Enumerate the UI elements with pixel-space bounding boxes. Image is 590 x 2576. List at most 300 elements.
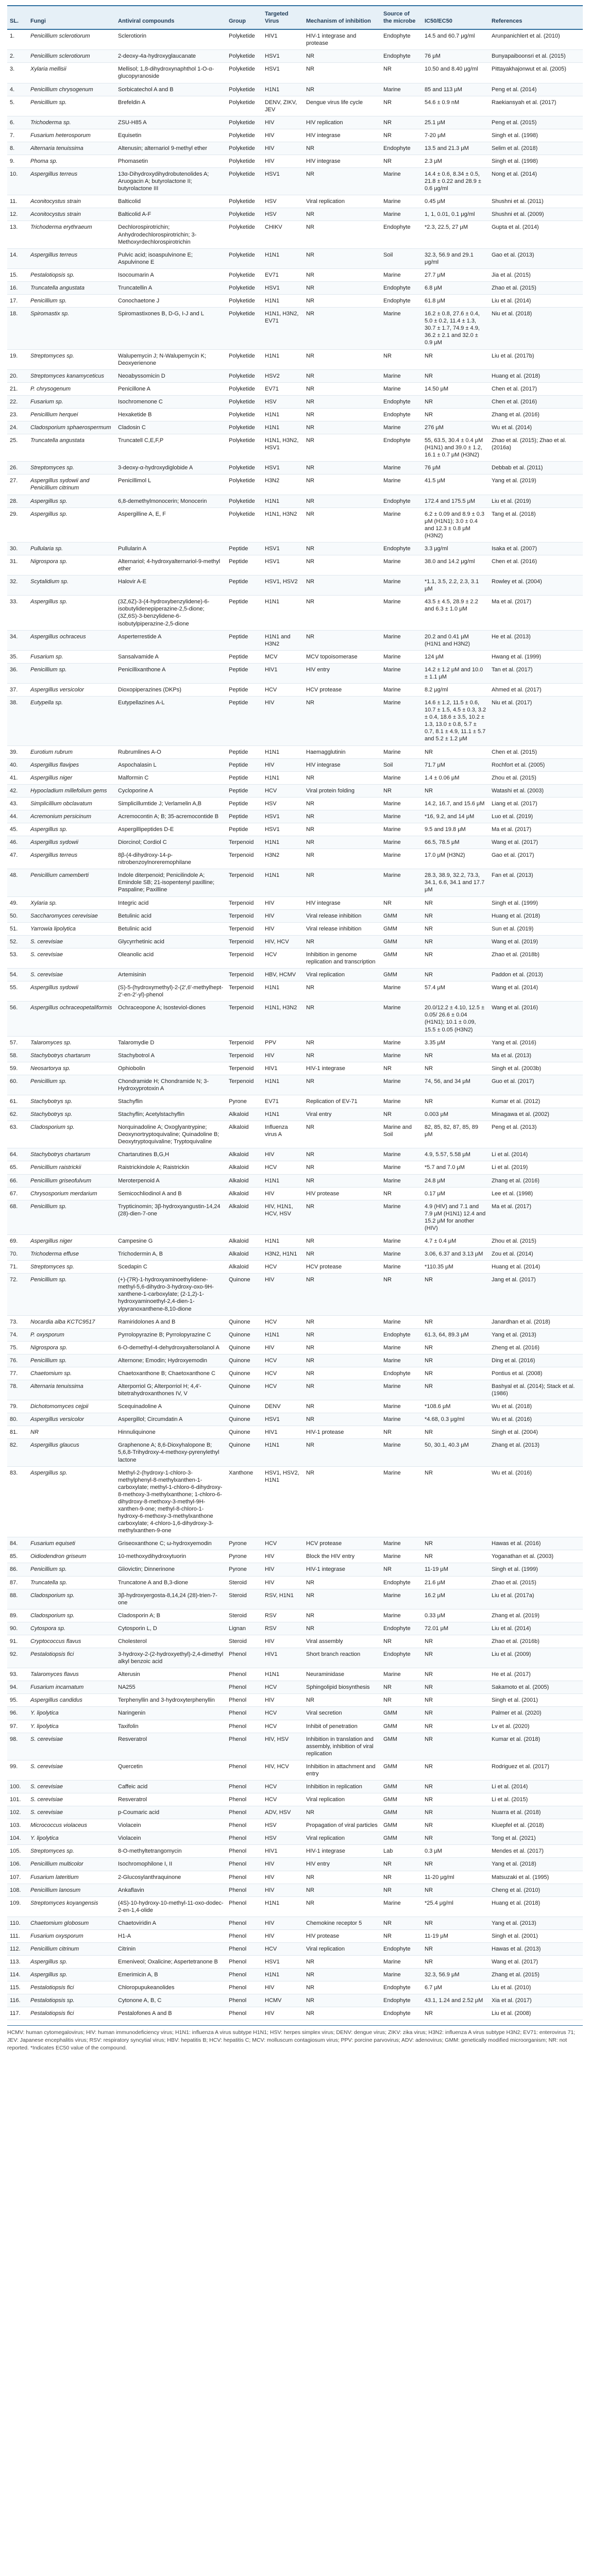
cell-ic50: 16.2 μM <box>422 1589 489 1609</box>
cell-compounds: Sansalvamide A <box>115 650 226 663</box>
table-row <box>7 1062 583 1075</box>
cell-source: NR <box>381 1917 422 1929</box>
cell-references: Minagawa et al. (2002) <box>489 1108 583 1121</box>
cell-source: Endophyte <box>381 1622 422 1635</box>
cell-group: Polyketide <box>226 195 262 208</box>
cell-source: Endophyte <box>381 1648 422 1668</box>
table-row <box>7 630 583 650</box>
cell-group: Terpenoid <box>226 948 262 968</box>
cell-group: Polyketide <box>226 268 262 281</box>
cell-source: NR <box>381 1884 422 1896</box>
cell-mechanism: NR <box>304 1341 381 1354</box>
cell-sl: 12. <box>7 208 28 221</box>
cell-ic50: 4.7 ± 0.4 μM <box>422 1234 489 1247</box>
cell-source: GMM <box>381 922 422 935</box>
table-row <box>7 810 583 823</box>
cell-group: Polyketide <box>226 50 262 63</box>
cell-virus: HSV1 <box>262 281 304 294</box>
cell-sl: 110. <box>7 1917 28 1929</box>
cell-source: Marine <box>381 663 422 683</box>
cell-virus: H1N1 <box>262 1439 304 1466</box>
cell-ic50: 14.5 and 60.7 μg/ml <box>422 29 489 50</box>
cell-mechanism: NR <box>304 1274 381 1315</box>
cell-references: Jang et al. (2017) <box>489 1274 583 1315</box>
cell-group: Terpenoid <box>226 896 262 909</box>
cell-references: Hwang et al. (1999) <box>489 650 583 663</box>
cell-references: Selim et al. (2018) <box>489 142 583 155</box>
cell-sl: 87. <box>7 1576 28 1589</box>
table-row <box>7 1075 583 1095</box>
cell-fungi: Xylaria sp. <box>28 896 115 909</box>
cell-source: Marine <box>381 650 422 663</box>
cell-fungi: S. cerevisiae <box>28 969 115 981</box>
table-row <box>7 1819 583 1832</box>
cell-compounds: Indole diterpenoid; Penicilindole A; Emindole SB; 21-isopentenyl paxilline; Paspaline; Paxilline <box>115 869 226 896</box>
cell-sl: 82. <box>7 1439 28 1466</box>
cell-references: Yang et al. (2018) <box>489 1858 583 1871</box>
cell-fungi: Micrococcus violaceus <box>28 1819 115 1832</box>
table-header <box>7 6 583 29</box>
cell-fungi: Pestalotiopsis sp. <box>28 268 115 281</box>
cell-source: Marine <box>381 369 422 382</box>
cell-references: Luo et al. (2019) <box>489 810 583 823</box>
cell-group: Steroid <box>226 1589 262 1609</box>
cell-compounds: (3Z,6Z)-3-(4-hydroxybenzylidene)-6-isobutylidenepiperazine-2,5-dione; (3Z,6S)-3-benzylidene-6-isobutylpiperazine-2,5-dione <box>115 596 226 630</box>
cell-fungi: Penicillium raistrickii <box>28 1161 115 1174</box>
cell-references: Wang et al. (2017) <box>489 1956 583 1969</box>
cell-references: Mendes et al. (2017) <box>489 1845 583 1858</box>
table-row <box>7 1466 583 1537</box>
table-row <box>7 462 583 474</box>
cell-sl: 60. <box>7 1075 28 1095</box>
cell-sl: 7. <box>7 129 28 142</box>
cell-references: Rowley et al. (2004) <box>489 575 583 596</box>
cell-compounds: Chartarutines B,G,H <box>115 1148 226 1161</box>
cell-source: GMM <box>381 1733 422 1760</box>
table-row <box>7 836 583 849</box>
cell-virus: HSV1 <box>262 810 304 823</box>
cell-sl: 88. <box>7 1589 28 1609</box>
table-row <box>7 1845 583 1858</box>
cell-fungi: Aspergillus ochraceus <box>28 630 115 650</box>
cell-ic50: 3.3 μg/ml <box>422 542 489 555</box>
table-row <box>7 1563 583 1576</box>
cell-mechanism: NR <box>304 349 381 369</box>
cell-compounds: Eutypellazines A-L <box>115 697 226 745</box>
cell-ic50: NR <box>422 948 489 968</box>
cell-ic50: NR <box>422 1884 489 1896</box>
cell-mechanism: HIV integrase <box>304 896 381 909</box>
cell-fungi: S. cerevisiae <box>28 948 115 968</box>
cell-group: Phenol <box>226 1832 262 1845</box>
cell-mechanism: Neuraminidase <box>304 1668 381 1681</box>
table-row <box>7 1426 583 1439</box>
cell-mechanism: Inhibition in attachment and entry <box>304 1760 381 1780</box>
cell-ic50: 28.3, 38.9, 32.2, 73.3, 34.1, 6.6, 34.1 and 17.7 μM <box>422 869 489 896</box>
cell-group: Peptide <box>226 784 262 797</box>
cell-source: NR <box>381 1929 422 1942</box>
cell-virus: HCV <box>262 684 304 697</box>
cell-compounds: 2-Glucosylanthraquinone <box>115 1871 226 1884</box>
cell-ic50: NR <box>422 1707 489 1720</box>
cell-source: Marine <box>381 797 422 810</box>
cell-virus: DENV <box>262 1400 304 1413</box>
cell-fungi: Aspergillus sp. <box>28 1956 115 1969</box>
cell-ic50: NR <box>422 1780 489 1793</box>
cell-compounds: Brefeldin A <box>115 96 226 116</box>
cell-virus: EV71 <box>262 382 304 395</box>
cell-source: Lab <box>381 1845 422 1858</box>
cell-virus: HCV <box>262 1681 304 1694</box>
table-row <box>7 142 583 155</box>
cell-ic50: NR <box>422 1806 489 1819</box>
cell-fungi: Dichotomomyces cejpii <box>28 1400 115 1413</box>
cell-mechanism: HIV replication <box>304 116 381 129</box>
cell-compounds: Cytosporin L, D <box>115 1622 226 1635</box>
cell-references: Zhang et al. (2013) <box>489 1439 583 1466</box>
cell-mechanism: HCV protease <box>304 1261 381 1274</box>
cell-fungi: Aspergillus niger <box>28 1234 115 1247</box>
cell-sl: 86. <box>7 1563 28 1576</box>
cell-references: Debbab et al. (2011) <box>489 462 583 474</box>
cell-ic50: 11-19 μM <box>422 1563 489 1576</box>
cell-compounds: Spiromastixones B, D-G, I-J and L <box>115 308 226 349</box>
cell-compounds: Truncatone A and B,3-dione <box>115 1576 226 1589</box>
table-row <box>7 281 583 294</box>
cell-fungi: Cladosporium sp. <box>28 1121 115 1148</box>
cell-group: Polyketide <box>226 408 262 421</box>
cell-group: Phenol <box>226 1942 262 1955</box>
table-row <box>7 823 583 836</box>
cell-source: Marine <box>381 771 422 784</box>
cell-compounds: Ankaflavin <box>115 1884 226 1896</box>
table-row <box>7 116 583 129</box>
cell-ic50: 8.2 μg/ml <box>422 684 489 697</box>
header-sl: SL. <box>7 6 28 29</box>
table-row <box>7 1622 583 1635</box>
cell-virus: HCV <box>262 1315 304 1328</box>
cell-ic50: 0.003 μM <box>422 1108 489 1121</box>
cell-source: NR <box>381 1694 422 1707</box>
cell-sl: 64. <box>7 1148 28 1161</box>
cell-virus: HSV <box>262 395 304 408</box>
cell-compounds: Acremocontin A; B; 35-acremocontide B <box>115 810 226 823</box>
cell-references: Wang et al. (2017) <box>489 836 583 849</box>
cell-mechanism: Inhibition in translation and assembly, inhibition of viral replication <box>304 1733 381 1760</box>
cell-source: Endophyte <box>381 495 422 507</box>
table-row <box>7 758 583 771</box>
cell-source: NR <box>381 784 422 797</box>
cell-references: Lee et al. (1998) <box>489 1187 583 1200</box>
cell-source: NR <box>381 1858 422 1871</box>
cell-fungi: Streptomyces sp. <box>28 1261 115 1274</box>
cell-virus: H1N1 <box>262 248 304 268</box>
cell-compounds: Citrinin <box>115 1942 226 1955</box>
cell-sl: 95. <box>7 1694 28 1707</box>
cell-ic50: 32.3, 56.9 μM <box>422 1969 489 1981</box>
antiviral-compounds-table <box>7 5 583 2020</box>
cell-ic50: 71.7 μM <box>422 758 489 771</box>
cell-virus: HCV <box>262 1367 304 1380</box>
cell-mechanism: NR <box>304 2007 381 2020</box>
cell-virus: EV71 <box>262 1095 304 1108</box>
cell-virus: H1N1 <box>262 349 304 369</box>
cell-sl: 22. <box>7 395 28 408</box>
cell-source: GMM <box>381 935 422 948</box>
cell-ic50: 76 μM <box>422 50 489 63</box>
table-row <box>7 1589 583 1609</box>
cell-compounds: Talaromydie D <box>115 1036 226 1049</box>
cell-group: Steroid <box>226 1635 262 1648</box>
cell-source: Endophyte <box>381 281 422 294</box>
cell-sl: 61. <box>7 1095 28 1108</box>
cell-virus: HIV <box>262 1858 304 1871</box>
table-row <box>7 1942 583 1955</box>
cell-compounds: Cycloporine A <box>115 784 226 797</box>
cell-sl: 15. <box>7 268 28 281</box>
cell-sl: 42. <box>7 784 28 797</box>
cell-compounds: Neoabyssomicin D <box>115 369 226 382</box>
cell-mechanism: NR <box>304 596 381 630</box>
cell-references: Shushni et al. (2009) <box>489 208 583 221</box>
cell-sl: 73. <box>7 1315 28 1328</box>
cell-group: Phenol <box>226 1694 262 1707</box>
cell-ic50: NR <box>422 1062 489 1075</box>
cell-source: Marine <box>381 421 422 434</box>
cell-virus: RSV <box>262 1609 304 1622</box>
cell-sl: 45. <box>7 823 28 836</box>
table-row <box>7 1108 583 1121</box>
cell-sl: 43. <box>7 797 28 810</box>
cell-ic50: 0.17 μM <box>422 1187 489 1200</box>
cell-fungi: Fusarium oxysporum <box>28 1929 115 1942</box>
cell-source: NR <box>381 116 422 129</box>
cell-ic50: 14.2, 16.7, and 15.6 μM <box>422 797 489 810</box>
cell-ic50: 7-20 μM <box>422 129 489 142</box>
cell-ic50: NR <box>422 909 489 922</box>
table-row <box>7 969 583 981</box>
table-row <box>7 1261 583 1274</box>
cell-group: Terpenoid <box>226 1062 262 1075</box>
cell-compounds: Norquinadoline A; Oxoglyantrypine; Deoxynortryptoquivaline; Quinadoline B; Deoxytryptoquivaline; Tryptoquivaline <box>115 1121 226 1148</box>
cell-mechanism: Inhibition in replication <box>304 1780 381 1793</box>
cell-fungi: Aspergillus sp. <box>28 495 115 507</box>
table-row <box>7 248 583 268</box>
header-ic50: IC50/EC50 <box>422 6 489 29</box>
cell-mechanism: NR <box>304 1002 381 1036</box>
cell-source: GMM <box>381 1806 422 1819</box>
cell-fungi: Y. lipolytica <box>28 1832 115 1845</box>
cell-compounds: Raistrickindole A; Raistrickin <box>115 1161 226 1174</box>
cell-sl: 36. <box>7 663 28 683</box>
cell-mechanism: NR <box>304 1439 381 1466</box>
table-row <box>7 575 583 596</box>
cell-references: Paddon et al. (2013) <box>489 969 583 981</box>
cell-mechanism: NR <box>304 1622 381 1635</box>
cell-compounds: Sorbicatechol A and B <box>115 83 226 96</box>
cell-sl: 114. <box>7 1969 28 1981</box>
cell-references: Nong et al. (2014) <box>489 168 583 195</box>
cell-ic50: 32.3, 56.9 and 29.1 μg/ml <box>422 248 489 268</box>
cell-source: NR <box>381 63 422 83</box>
cell-group: Peptide <box>226 758 262 771</box>
cell-mechanism: HIV integrase <box>304 758 381 771</box>
cell-sl: 93. <box>7 1668 28 1681</box>
cell-mechanism: HIV entry <box>304 1858 381 1871</box>
cell-source: Marine <box>381 575 422 596</box>
cell-sl: 34. <box>7 630 28 650</box>
cell-mechanism: Viral replication <box>304 1793 381 1806</box>
cell-mechanism: NR <box>304 1036 381 1049</box>
cell-sl: 104. <box>7 1832 28 1845</box>
cell-compounds: (S)-5-(hydroxymethyl)-2-(2′,6′-methylhept-2′-en-2′-yl)-phenol <box>115 981 226 1002</box>
cell-group: Polyketide <box>226 474 262 495</box>
cell-group: Peptide <box>226 823 262 836</box>
cell-mechanism: NR <box>304 1161 381 1174</box>
cell-mechanism: NR <box>304 836 381 849</box>
cell-ic50: 13.5 and 21.3 μM <box>422 142 489 155</box>
cell-ic50: 50, 30.1, 40.3 μM <box>422 1439 489 1466</box>
cell-source: GMM <box>381 1832 422 1845</box>
cell-virus: HSV1 <box>262 1413 304 1426</box>
cell-sl: 90. <box>7 1622 28 1635</box>
cell-sl: 97. <box>7 1720 28 1733</box>
cell-group: Peptide <box>226 684 262 697</box>
cell-references: Zhao et al. (2015); Zhao et al. (2016a) <box>489 434 583 462</box>
cell-sl: 2. <box>7 50 28 63</box>
cell-ic50: NR <box>422 1635 489 1648</box>
cell-ic50: *25.4 μg/ml <box>422 1896 489 1917</box>
table-row <box>7 1328 583 1341</box>
cell-fungi: P. chrysogenum <box>28 382 115 395</box>
cell-fungi: Aspergillus sp. <box>28 596 115 630</box>
cell-source: Endophyte <box>381 142 422 155</box>
cell-references: Li et al. (2014) <box>489 1148 583 1161</box>
cell-group: Phenol <box>226 1845 262 1858</box>
cell-compounds: Alternariol; 4-hydroxyalternariol-9-methyl ether <box>115 555 226 575</box>
cell-mechanism: NR <box>304 63 381 83</box>
cell-sl: 112. <box>7 1942 28 1955</box>
cell-virus: H1N1, H3N2 <box>262 1002 304 1036</box>
cell-fungi: Penicillium sp. <box>28 1075 115 1095</box>
cell-compounds: Ochraceopone A; Isosteviol-diones <box>115 1002 226 1036</box>
cell-compounds: Diorcinol; Cordiol C <box>115 836 226 849</box>
cell-virus: HSV1 <box>262 555 304 575</box>
cell-source: NR <box>381 129 422 142</box>
cell-virus: HIV <box>262 1049 304 1062</box>
cell-sl: 25. <box>7 434 28 462</box>
cell-references: Kumar et al. (2012) <box>489 1095 583 1108</box>
cell-source: GMM <box>381 1793 422 1806</box>
cell-group: Alkaloid <box>226 1174 262 1187</box>
cell-sl: 48. <box>7 869 28 896</box>
cell-mechanism: NR <box>304 1466 381 1537</box>
cell-compounds: Pestalofones A and B <box>115 2007 226 2020</box>
cell-sl: 26. <box>7 462 28 474</box>
cell-ic50: NR <box>422 1466 489 1537</box>
cell-source: Marine <box>381 1200 422 1234</box>
cell-fungi: Aconitocystus strain <box>28 208 115 221</box>
cell-group: Polyketide <box>226 129 262 142</box>
cell-mechanism: HIV-1 protease <box>304 1426 381 1439</box>
cell-source: NR <box>381 1871 422 1884</box>
cell-mechanism: NR <box>304 575 381 596</box>
cell-virus: HCV <box>262 1942 304 1955</box>
cell-virus: MCV <box>262 650 304 663</box>
cell-source: GMM <box>381 1760 422 1780</box>
cell-references: Singh et al. (2001) <box>489 1929 583 1942</box>
cell-references: Gao et al. (2017) <box>489 849 583 869</box>
table-row <box>7 1148 583 1161</box>
cell-ic50: NR <box>422 349 489 369</box>
cell-group: Phenol <box>226 1969 262 1981</box>
cell-group: Terpenoid <box>226 922 262 935</box>
cell-virus: HCV <box>262 784 304 797</box>
table-row <box>7 1760 583 1780</box>
cell-fungi: S. cerevisiae <box>28 1760 115 1780</box>
cell-sl: 99. <box>7 1760 28 1780</box>
cell-source: Marine <box>381 1969 422 1981</box>
cell-source: GMM <box>381 1707 422 1720</box>
table-row <box>7 1576 583 1589</box>
cell-references: Liu et al. (2017b) <box>489 349 583 369</box>
cell-source: Marine <box>381 308 422 349</box>
header-compounds: Antiviral compounds <box>115 6 226 29</box>
cell-references: Yoganathan et al. (2003) <box>489 1550 583 1563</box>
cell-fungi: Aspergillus flavipes <box>28 758 115 771</box>
cell-virus: HSV1 <box>262 50 304 63</box>
cell-source: Marine <box>381 474 422 495</box>
cell-compounds: Violacein <box>115 1832 226 1845</box>
cell-mechanism: Viral replication <box>304 195 381 208</box>
cell-virus: HSV <box>262 1819 304 1832</box>
cell-mechanism: NR <box>304 1148 381 1161</box>
cell-compounds: Meroterpenoid A <box>115 1174 226 1187</box>
cell-ic50: NR <box>422 1832 489 1845</box>
cell-ic50: 14.2 ± 1.2 μM and 10.0 ± 1.1 μM <box>422 663 489 683</box>
cell-source: NR <box>381 1635 422 1648</box>
cell-ic50: NR <box>422 1668 489 1681</box>
cell-fungi: Stachybotrys chartarum <box>28 1049 115 1062</box>
cell-fungi: Aspergillus candidus <box>28 1694 115 1707</box>
cell-ic50: NR <box>422 408 489 421</box>
cell-sl: 23. <box>7 408 28 421</box>
cell-references: Zhang et al. (2016) <box>489 408 583 421</box>
cell-fungi: Cryptococcus flavus <box>28 1635 115 1648</box>
cell-sl: 76. <box>7 1354 28 1367</box>
cell-sl: 9. <box>7 155 28 168</box>
table-row <box>7 1956 583 1969</box>
cell-compounds: Ramiridolones A and B <box>115 1315 226 1328</box>
cell-virus: HCV <box>262 1537 304 1550</box>
cell-source: Marine <box>381 1537 422 1550</box>
cell-source: Marine <box>381 1036 422 1049</box>
cell-group: Phenol <box>226 1896 262 1917</box>
cell-references: Ding et al. (2016) <box>489 1354 583 1367</box>
cell-virus: H1N1 <box>262 1075 304 1095</box>
cell-references: Xia et al. (2017) <box>489 1994 583 2007</box>
cell-compounds: Truncatell C,E,F,P <box>115 434 226 462</box>
cell-group: Terpenoid <box>226 1075 262 1095</box>
cell-ic50: NR <box>422 1720 489 1733</box>
cell-ic50: NR <box>422 1315 489 1328</box>
table-row <box>7 869 583 896</box>
cell-ic50: NR <box>422 1917 489 1929</box>
cell-ic50: NR <box>422 745 489 758</box>
cell-compounds: p-Coumaric acid <box>115 1806 226 1819</box>
cell-source: Endophyte <box>381 408 422 421</box>
cell-sl: 21. <box>7 382 28 395</box>
